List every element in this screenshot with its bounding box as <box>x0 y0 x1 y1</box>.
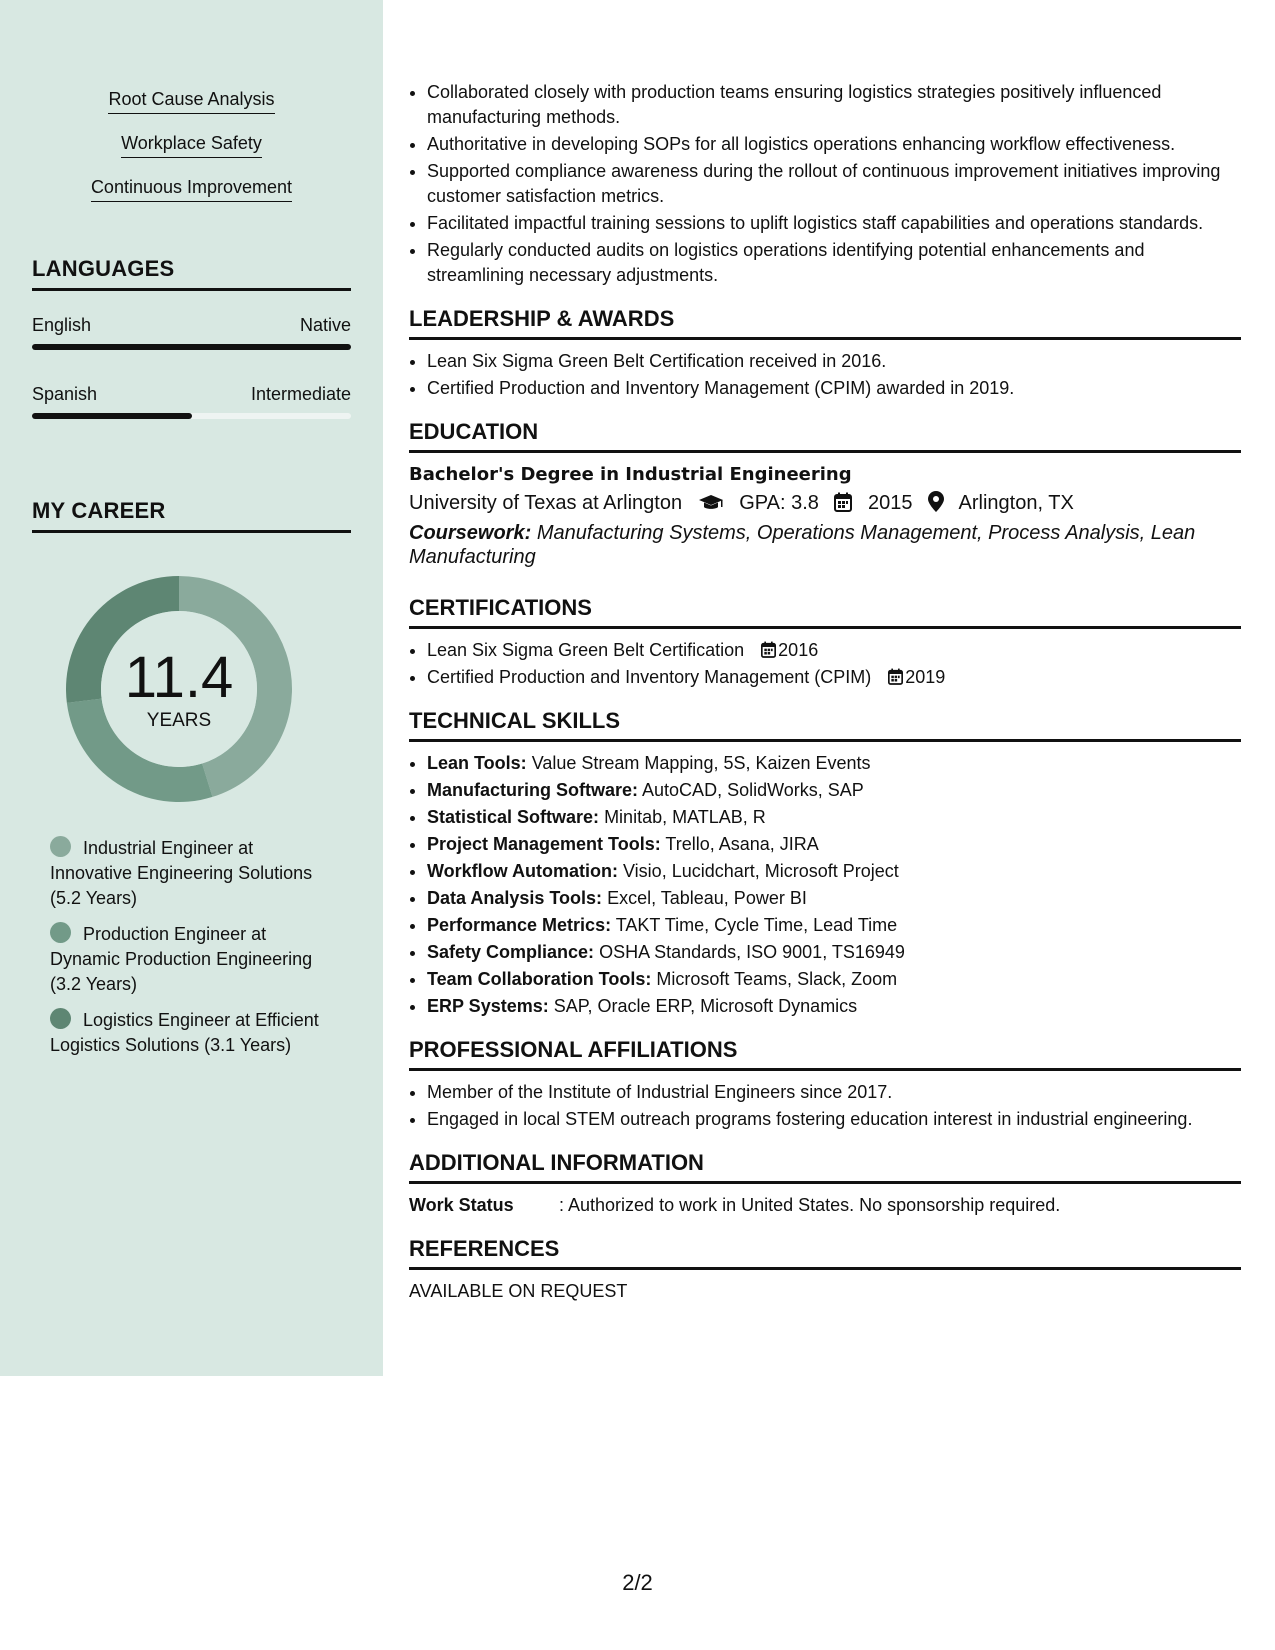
technical-skill-item <box>427 859 1241 884</box>
technical-skills-heading: TECHNICAL SKILLS <box>409 708 1241 742</box>
skill-value: Excel, Tableau, Power BI <box>607 888 807 908</box>
language-proficiency-fill <box>32 344 351 350</box>
education-school: University of Texas at Arlington <box>409 492 683 514</box>
affiliations-list <box>409 1080 1241 1132</box>
certification-item <box>427 638 1241 663</box>
career-legend-dot <box>50 1008 71 1029</box>
skill-value: Value Stream Mapping, 5S, Kaizen Events <box>531 753 871 773</box>
work-status-value: : Authorized to work in United States. No sponsorship required. <box>559 1195 1061 1215</box>
technical-skills-list <box>409 751 1241 1019</box>
education-coursework <box>409 521 1241 569</box>
skill-label: Team Collaboration Tools: <box>427 969 652 989</box>
experience-bullet: • Supported compliance awareness during the rollout of continuous improvement initiatives improving customer satisfaction metrics. <box>427 159 1241 209</box>
certification-name: Lean Six Sigma Green Belt Certification <box>427 640 745 660</box>
leadership-list <box>409 349 1241 401</box>
calendar-icon <box>888 668 903 685</box>
career-item-text: Production Engineer at Dynamic Production Engineering (3.2 Years) <box>50 924 313 994</box>
language-row <box>32 384 351 405</box>
career-legend-dot <box>50 836 71 857</box>
leadership-heading: LEADERSHIP & AWARDS <box>409 306 1241 340</box>
certifications-list <box>409 638 1241 690</box>
education-gpa: GPA: 3.8 <box>739 492 819 514</box>
references-text: AVAILABLE ON REQUEST <box>409 1281 628 1301</box>
leadership-item: • Lean Six Sigma Green Belt Certification received in 2016. <box>427 349 1241 374</box>
career-item <box>50 1008 340 1058</box>
education-location: Arlington, TX <box>958 492 1074 514</box>
language-level: Native <box>299 315 351 335</box>
page-number: 2/2 <box>622 1570 653 1595</box>
technical-skill-item <box>427 994 1241 1019</box>
leadership-item: • Certified Production and Inventory Management (CPIM) awarded in 2019. <box>427 376 1241 401</box>
certification-date <box>888 667 945 687</box>
affiliation-item: • Member of the Institute of Industrial Engineers since 2017. <box>427 1080 1241 1105</box>
technical-skill-item <box>427 832 1241 857</box>
technical-skill-item <box>427 940 1241 965</box>
skill-list <box>0 88 383 220</box>
skill-value: SAP, Oracle ERP, Microsoft Dynamics <box>553 996 858 1016</box>
skill-label: ERP Systems: <box>427 996 549 1016</box>
certification-date <box>761 640 818 660</box>
certification-year: 2016 <box>778 640 819 660</box>
skill-label: Project Management Tools: <box>427 834 661 854</box>
coursework-text: Manufacturing Systems, Operations Management, Process Analysis, Lean Manufacturing <box>409 522 1196 568</box>
skill-value: Microsoft Teams, Slack, Zoom <box>656 969 898 989</box>
skill-value: TAKT Time, Cycle Time, Lead Time <box>615 915 898 935</box>
skill-label: Lean Tools: <box>427 753 527 773</box>
technical-skill-item <box>427 778 1241 803</box>
skill-label: Workflow Automation: <box>427 861 618 881</box>
technical-skill-item <box>427 805 1241 830</box>
coursework-label: Coursework: <box>409 522 532 544</box>
education-year: 2015 <box>868 492 913 514</box>
skill-label: Safety Compliance: <box>427 942 595 962</box>
certification-year: 2019 <box>905 667 946 687</box>
affiliation-item: • Engaged in local STEM outreach programs fostering education interest in industrial engineering. <box>427 1107 1241 1132</box>
references-heading: REFERENCES <box>409 1236 1241 1270</box>
certifications-heading: CERTIFICATIONS <box>409 595 1241 629</box>
language-name: Spanish <box>32 384 98 404</box>
technical-skill-item <box>427 751 1241 776</box>
education-details <box>409 488 1241 521</box>
certification-name: Certified Production and Inventory Management (CPIM) <box>427 667 872 687</box>
location-pin-icon <box>928 491 944 521</box>
career-item <box>50 836 340 911</box>
career-item-text: Logistics Engineer at Efficient Logistics Solutions (3.1 Years) <box>50 1010 319 1055</box>
certification-item <box>427 665 1241 690</box>
sidebar <box>0 0 383 1376</box>
experience-bullets <box>409 80 1241 288</box>
education-heading: EDUCATION <box>409 419 1241 453</box>
education-degree: Bachelor's Degree in Industrial Engineering <box>409 464 852 485</box>
skill-value: AutoCAD, SolidWorks, SAP <box>642 780 864 800</box>
skill-label: Statistical Software: <box>427 807 600 827</box>
language-row <box>32 315 351 336</box>
technical-skill-item <box>427 967 1241 992</box>
career-legend-dot <box>50 922 71 943</box>
calendar-icon <box>761 641 776 658</box>
skill-item: Root Cause Analysis <box>108 88 274 114</box>
language-name: English <box>32 315 92 335</box>
affiliations-heading: PROFESSIONAL AFFILIATIONS <box>409 1037 1241 1071</box>
graduation-cap-icon <box>698 491 724 521</box>
work-status-row <box>409 1193 1241 1218</box>
language-proficiency-fill <box>32 413 192 419</box>
additional-info-heading: ADDITIONAL INFORMATION <box>409 1150 1241 1184</box>
skill-value: OSHA Standards, ISO 9001, TS16949 <box>599 942 905 962</box>
language-proficiency-bar <box>32 344 351 350</box>
experience-bullet: • Facilitated impactful training sessions to uplift logistics staff capabilities and operations standards. <box>427 211 1241 236</box>
skill-item: Continuous Improvement <box>91 176 292 202</box>
work-status-label: Work Status <box>409 1195 514 1215</box>
skill-value: Visio, Lucidchart, Microsoft Project <box>623 861 899 881</box>
career-heading: MY CAREER <box>32 498 351 533</box>
career-item-text: Industrial Engineer at Innovative Engineering Solutions (5.2 Years) <box>50 838 313 908</box>
career-total-years: 11.4 <box>124 645 234 710</box>
career-item <box>50 922 340 997</box>
language-proficiency-bar <box>32 413 351 419</box>
skill-label: Data Analysis Tools: <box>427 888 603 908</box>
career-list <box>50 836 340 1069</box>
technical-skill-item <box>427 886 1241 911</box>
languages-heading: LANGUAGES <box>32 256 351 291</box>
skill-value: Trello, Asana, JIRA <box>665 834 819 854</box>
skill-item: Workplace Safety <box>121 132 262 158</box>
calendar-icon <box>834 491 852 521</box>
career-years-label: YEARS <box>146 710 212 731</box>
experience-bullet: • Regularly conducted audits on logistics operations identifying potential enhancements and streamlining necessary adjustments. <box>427 238 1241 288</box>
skill-value: Minitab, MATLAB, R <box>604 807 766 827</box>
skill-label: Manufacturing Software: <box>427 780 639 800</box>
experience-bullet: • Authoritative in developing SOPs for all logistics operations enhancing workflow effectiveness. <box>427 132 1241 157</box>
technical-skill-item <box>427 913 1241 938</box>
experience-bullet: • Collaborated closely with production teams ensuring logistics strategies positively influenced manufacturing methods. <box>427 80 1241 130</box>
language-level: Intermediate <box>250 384 351 404</box>
skill-label: Performance Metrics: <box>427 915 612 935</box>
main-content <box>409 80 1241 1304</box>
